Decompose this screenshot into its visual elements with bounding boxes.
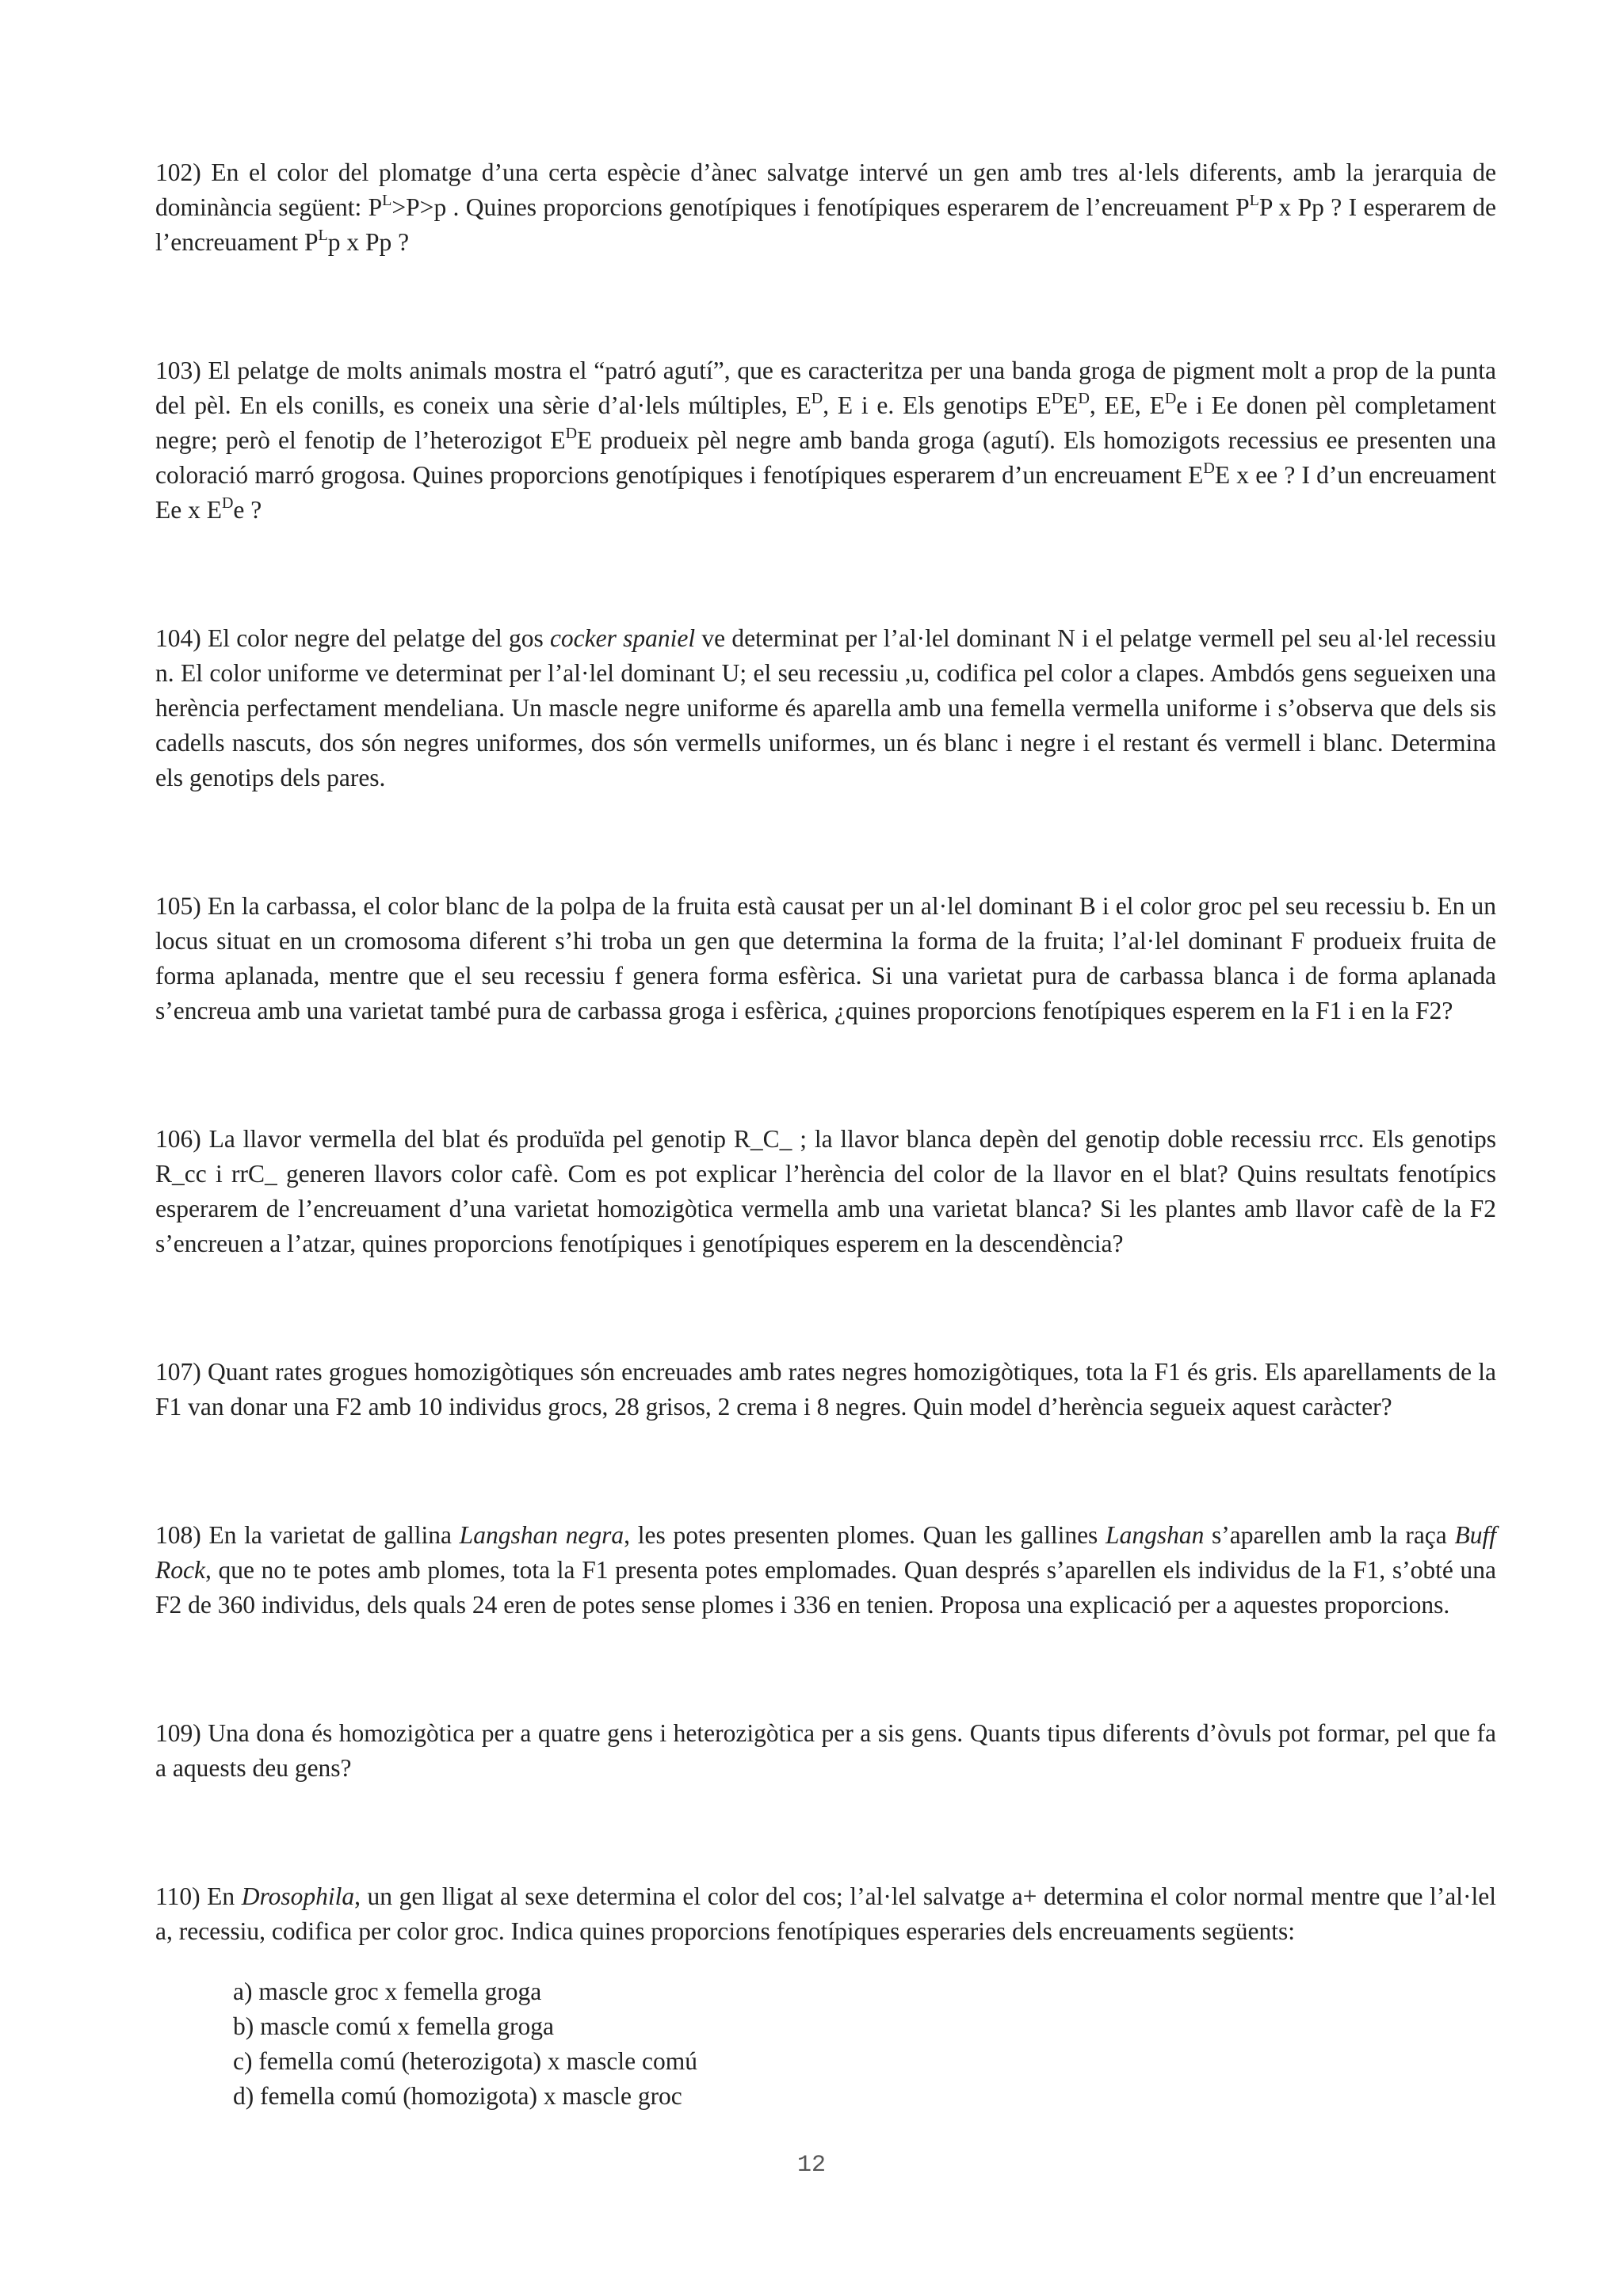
problem-104	[155, 621, 1496, 795]
text: E produeix pèl negre amb banda groga (agutí). Els homozigots recessius ee presenten una coloració marró grogosa. Quines proporcions genotípiques i fenotípiques esperarem d’un encreuament E	[155, 426, 1496, 489]
italic-term: Buff Rock	[155, 1521, 1496, 1584]
text: e ?	[233, 496, 262, 524]
superscript: D	[811, 390, 823, 407]
text: E x ee ? I d’un encreuament Ee x E	[155, 461, 1496, 524]
text: , E i e. Els genotips E	[823, 391, 1052, 419]
problem-102	[155, 155, 1496, 260]
italic-term: Langshan negra	[459, 1521, 624, 1549]
text: p x Pp ?	[327, 228, 410, 256]
problem-105	[155, 889, 1496, 1028]
problem-106	[155, 1122, 1496, 1261]
text: 110) En	[155, 1882, 242, 1910]
text: e i Ee donen pèl completament negre; però el fenotip de l’heterozigot E	[155, 391, 1496, 454]
problem-109	[155, 1716, 1496, 1786]
text: s’aparellen amb la raça	[1204, 1521, 1455, 1549]
superscript: D	[221, 494, 234, 512]
text: ve determinat per l’al·lel dominant N i el pelatge vermell pel seu al·lel recessiu n. El color uniforme ve determinat per l’al·lel dominant U; el seu recessiu ,u, codifica pel color a clapes. Ambdós gens segueixen una herència perfectament mendeliana. Un mascle negre uniforme és aparella amb una femella vermella uniforme i s’observa que dels sis cadells nascuts, dos són negres uniformes, dos són vermells uniformes, un és blanc i negre i el restant és vermell i blanc. Determina els genotips dels pares.	[155, 624, 1496, 791]
text: E	[1063, 391, 1079, 419]
superscript: L	[382, 192, 392, 209]
page-number: 12	[796, 2152, 826, 2179]
text: P x Pp ? I esperarem de l’encreuament P	[155, 193, 1496, 256]
list-item: c) femella comú (heterozigota) x mascle comú	[233, 2047, 697, 2075]
text: 103) El pelatge de molts animals mostra el “patró agutí”, que es caracteritza per una banda groga de pigment molt a prop de la punta del pèl. En els conills, es coneix una sèrie d’al·lels múltiples, E	[155, 357, 1496, 419]
text: , un gen lligat al sexe determina el color del cos; l’al·lel salvatge a+ determina el color normal mentre que l’al·lel a, recessiu, codifica per color groc. Indica quines proporcions fenotípiques esperaries dels encreuaments següents:	[155, 1882, 1497, 1945]
italic-term: cocker spaniel	[549, 624, 696, 652]
text: 107) Quant rates grogues homozigòtiques són encreuades amb rates negres homozigòtiques, tota la F1 és gris. Els aparellaments de la F1 van donar una F2 amb 10 individus grocs, 28 grisos, 2 crema i 8 negres. Quin model d’herència segueix aquest caràcter?	[155, 1358, 1496, 1421]
text: 105) En la carbassa, el color blanc de la polpa de la fruita està causat per un al·lel dominant B i el color groc pel seu recessiu b. En un locus situat en un cromosoma diferent s’hi troba un gen que determina la forma de la fruita; l’al·lel dominant F produeix fruita de forma aplanada, mentre que el seu recessiu f genera forma esfèrica. Si una varietat pura de carbassa blanca i de forma aplanada s’encreua amb una varietat també pura de carbassa groga i esfèrica, ¿quines proporcions fenotípiques esperem en la F1 i en la F2?	[155, 892, 1496, 1024]
superscript: D	[1164, 390, 1177, 407]
problem-103	[155, 353, 1496, 528]
superscript: L	[318, 227, 328, 244]
problem-110	[155, 1879, 1496, 1949]
superscript: D	[1203, 460, 1215, 477]
text: 102) En el color del plomatge d’una certa espècie d’ànec salvatge intervé un gen amb tres al·lels diferents, amb la jerarquia de dominància següent: P	[155, 158, 1496, 221]
problem-110-cross-list	[233, 1974, 1496, 2114]
superscript: L	[1249, 192, 1259, 209]
problem-107	[155, 1355, 1496, 1425]
text: 104) El color negre del pelatge del gos	[155, 624, 550, 652]
problem-108	[155, 1518, 1496, 1623]
text: , que no te potes amb plomes, tota la F1 presenta potes emplomades. Quan després s’aparellen els individus de la F1, s’obté una F2 de 360 individus, dels quals 24 eren de potes sense plomes i 336 en tenien. Proposa una explicació per a aquestes proporcions.	[155, 1556, 1496, 1619]
superscript: D	[565, 425, 578, 442]
superscript: D	[1078, 390, 1090, 407]
text: 108) En la varietat de gallina	[155, 1521, 460, 1549]
italic-term: Langshan	[1106, 1521, 1205, 1549]
text: , EE, E	[1089, 391, 1165, 419]
page-content	[155, 155, 1496, 2114]
italic-term: Drosophila	[241, 1882, 355, 1910]
text: 106) La llavor vermella del blat és produïda pel genotip R_C_ ; la llavor blanca depèn del genotip doble recessiu rrcc. Els genotips R_cc i rrC_ generen llavors color cafè. Com es pot explicar l’herència del color de la llavor en el blat? Quins resultats fenotípics esperarem de l’encreuament d’una varietat homozigòtica vermella amb una varietat blanca? Si les plantes amb llavor cafè de la F2 s’encreuen a l’atzar, quines proporcions fenotípiques i genotípiques esperem en la descendència?	[155, 1125, 1496, 1257]
superscript: D	[1051, 390, 1064, 407]
text: 109) Una dona és homozigòtica per a quatre gens i heterozigòtica per a sis gens. Quants tipus diferents d’òvuls pot formar, pel que fa a aquests deu gens?	[155, 1719, 1496, 1782]
text: >P>p . Quines proporcions genotípiques i fenotípiques esperarem de l’encreuament P	[391, 193, 1250, 221]
list-item: d) femella comú (homozigota) x mascle groc	[233, 2082, 682, 2110]
list-item: b) mascle comú x femella groga	[233, 2012, 554, 2040]
list-item: a) mascle groc x femella groga	[233, 1978, 542, 2005]
text: , les potes presenten plomes. Quan les gallines	[624, 1521, 1106, 1549]
